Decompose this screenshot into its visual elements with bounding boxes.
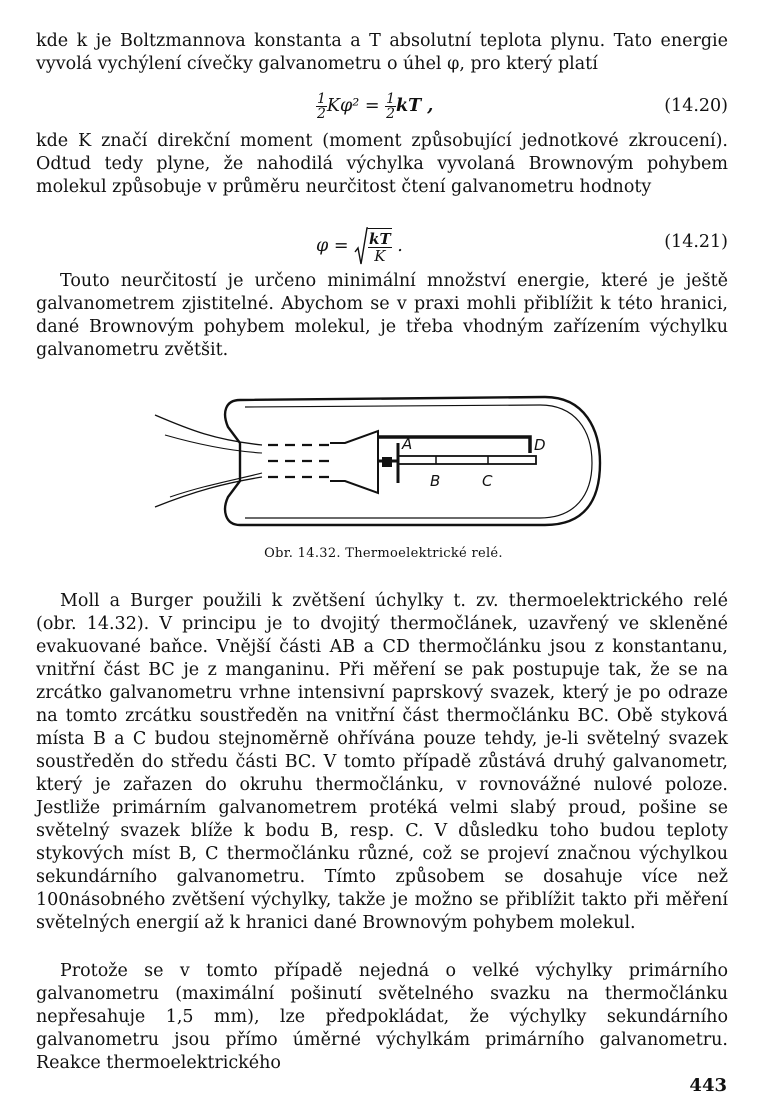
equation-14-21: [36, 222, 728, 264]
lead-wire-top: [155, 415, 262, 445]
paragraph-2: kde K značí direkční moment (moment způsobující jednotkové zkroucení). Odtud tedy plyne, že nahodilá výchylka vyvolaná Brownovým pohybem molekul způsobuje v průměru neurčitost čtení galvanometru hodnoty: [36, 131, 728, 197]
lead-wire-bottom: [155, 477, 262, 507]
stem-neck: [330, 431, 378, 493]
support-rod: [378, 437, 530, 453]
label-a: A: [402, 435, 413, 453]
equation-14-20-formula: $\frac{1}{2}$ Kφ² = $\frac{1}{2}$ kT ,: [317, 91, 434, 122]
thermoelectric-relay-figure: [0, 385, 767, 565]
lead-wire-top-2: [165, 435, 262, 453]
equation-14-20: [36, 92, 728, 122]
figure-caption: Obr. 14.32. Thermoelektrické relé.: [264, 546, 503, 561]
paragraph-5: Protože se v tomto případě nejedná o velké výchylky primárního galvanometru (maximální pošinutí světelného svazku na thermočlánku nepřesahuje 1,5 mm), lze předpokládat, že výchylky sekundárního galvanometru jsou přímo úměrné výchylkám primárního galvanometru. Reakce thermoelektrického: [36, 961, 728, 1073]
paragraph-1: kde k je Boltzmannova konstanta a T absolutní teplota plynu. Tato energie vyvolá vychýlení cívečky galvanometru o úhel φ, pro který platí: [36, 31, 728, 74]
equation-number-14-20: (14.20): [664, 96, 728, 116]
label-d: D: [534, 436, 546, 454]
lead-wire-bottom-2: [170, 473, 262, 497]
label-b: B: [430, 472, 441, 490]
equation-number-14-21: (14.21): [664, 232, 728, 252]
fraction-half-right: $\frac{1}{2}$: [386, 91, 395, 122]
fraction-half-left: $\frac{1}{2}$: [317, 91, 326, 122]
radical-sign-icon: [354, 226, 368, 266]
equation-14-21-formula: φ = $\frac{kT}{K}$ .: [316, 226, 403, 266]
square-root: $\frac{kT}{K}$: [354, 226, 392, 266]
label-c: C: [482, 472, 493, 490]
paragraph-4: Moll a Burger použili k zvětšení úchylky t. zv. thermoelektrického relé (obr. 14.32). V principu je to dvojitý thermočlánek, uzavřený ve skleněné evakuované baňce. Vnější části AB a CD thermočlánku jsou z konstantanu, vnitřní část BC je z manganinu. Při měření se pak postupuje tak, že se na zrcátko galvanometru vrhne intensivní paprskový svazek, který je po odraze na tomto zrcátku soustředěn na vnitřní část thermočlánku BC. Obě styková místa B a C budou stejnoměrně ohřívána pouze tehdy, je-li světelný svazek soustředěn do středu části BC. V tomto případě zůstává druhý galvanometr, který je zařazen do okruhu thermočlánku, v rovnovážné nulové poloze. Jestliže primárním galvanometrem protéká velmi slabý proud, pošine se světelný svazek blíže k bodu B, resp. C. V důsledku toho budou teploty stykových míst B, C thermočlánku různé, což se projeví značnou výchylkou sekundárního galvanometru. Tímto způsobem se dosahuje více než 100násobného zvětšení výchylky, takže je možno se přiblížit takto při měření světelných energií až k hranici dané Brownovým pohybem molekul.: [36, 591, 728, 933]
paragraph-3: Touto neurčitostí je určeno minimální množství energie, které je ještě galvanometrem zjistitelné. Abychom se v praxi mohli přiblížit k této hranici, dané Brownovým pohybem molekul, je třeba vhodným zařízením výchylku galvanometru zvětšit.: [36, 271, 728, 360]
page-number: 443: [689, 1075, 727, 1096]
thermocouple-bar: [398, 456, 536, 464]
